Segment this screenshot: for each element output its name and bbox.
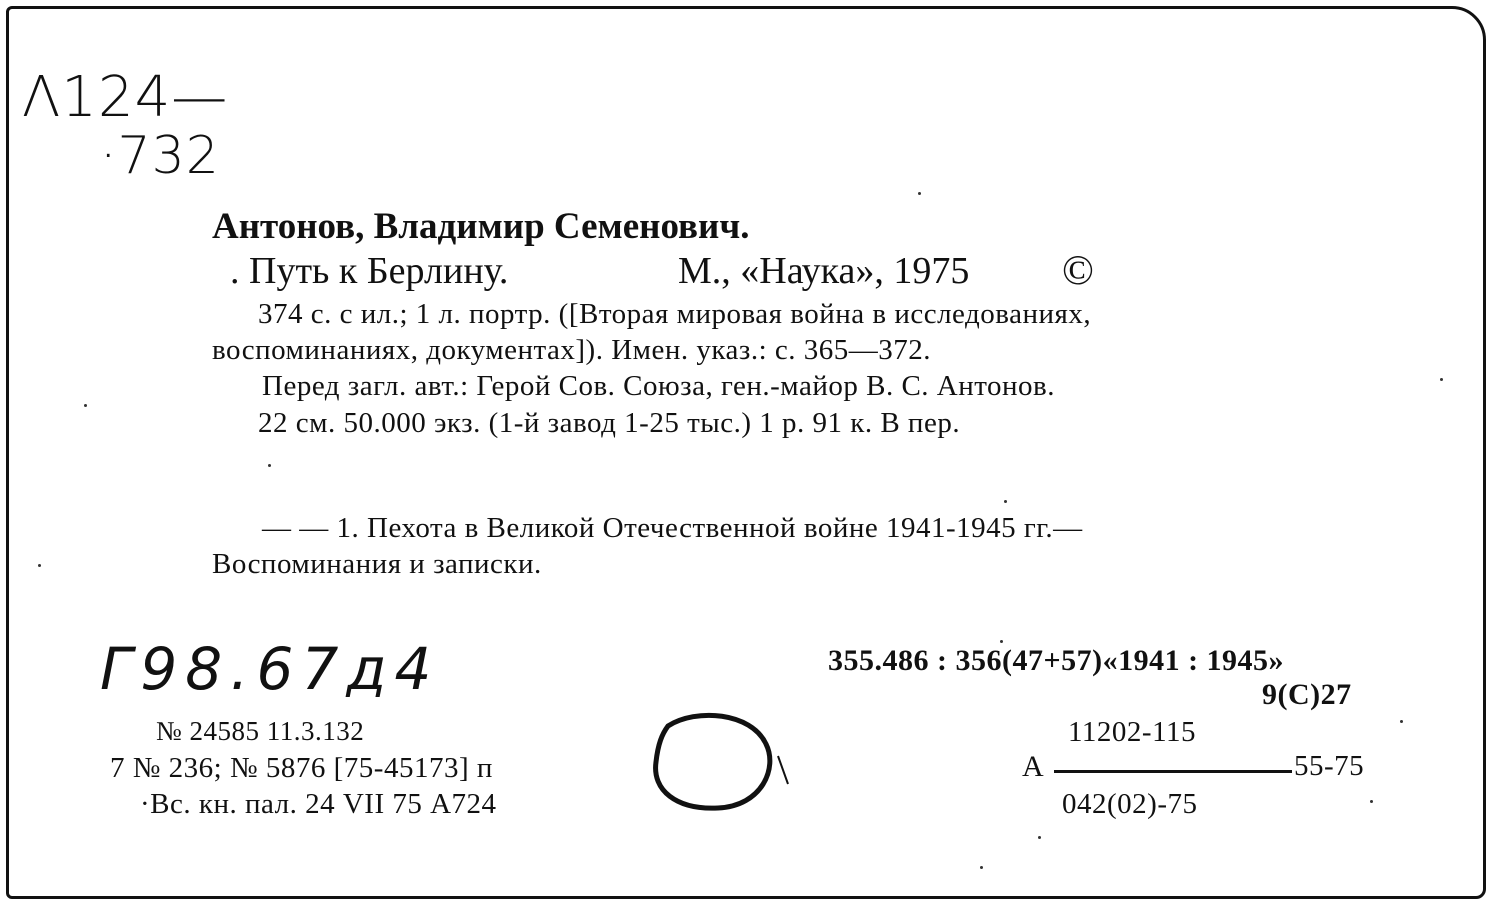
- subject-line-2: Воспоминания и записки.: [212, 548, 542, 580]
- code-prefix: А: [1022, 750, 1045, 783]
- print-info-line-1: № 24585 11.3.132: [156, 716, 365, 746]
- description-line-1: 374 с. с ил.; 1 л. портр. ([Вторая мировая война в исследованиях,: [258, 298, 1092, 330]
- description-line-3: Перед загл. авт.: Герой Сов. Союза, ген.-майор В. С. Антонов.: [262, 370, 1055, 402]
- print-info-line-2: 7 № 236; № 5876 [75-45173] п: [110, 752, 493, 784]
- book-title: . Путь к Берлину.: [230, 250, 509, 292]
- code-numerator: 11202-115: [1068, 716, 1197, 748]
- code-denominator: 042(02)-75: [1062, 788, 1198, 820]
- imprint: М., «Наука», 1975: [678, 250, 970, 292]
- copyright-symbol: ©: [1062, 248, 1094, 294]
- author-heading: Антонов, Владимир Семенович.: [212, 206, 750, 247]
- subject-line-1: — — 1. Пехота в Великой Отечественной войне 1941-1945 гг.—: [262, 512, 1083, 544]
- call-number-top: Λ124—: [22, 65, 229, 130]
- stamp-oval: [646, 706, 796, 816]
- udc-index: 355.486 : 356(47+57)«1941 : 1945»: [828, 644, 1285, 677]
- bbk-index: 9(С)27: [1262, 678, 1352, 711]
- description-line-4: 22 см. 50.000 экз. (1-й завод 1-25 тыс.) 1 р. 91 к. В пер.: [258, 407, 961, 439]
- handwritten-class-code: Г98.67д4: [100, 635, 440, 703]
- code-fraction-line: [1054, 770, 1292, 773]
- call-number-bottom: ·732: [100, 126, 220, 186]
- code-suffix: 55-75: [1294, 750, 1365, 782]
- description-line-2: воспоминаниях, документах]). Имен. указ.: с. 365—372.: [212, 334, 932, 366]
- print-info-line-3: ·Вс. кн. пал. 24 VII 75 А724: [140, 788, 497, 820]
